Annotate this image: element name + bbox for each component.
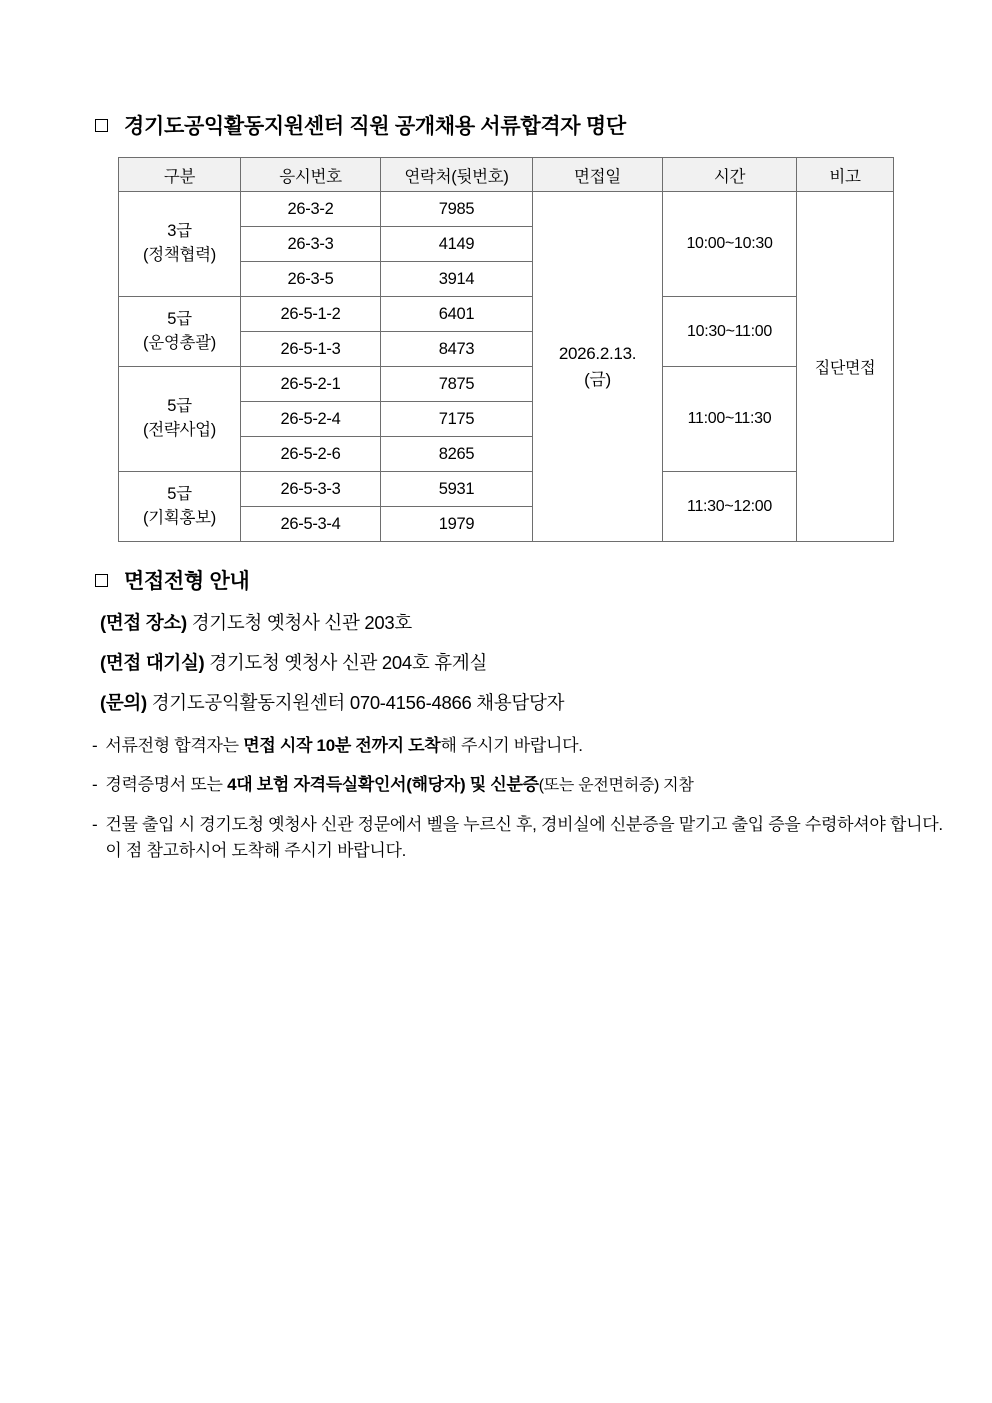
applicant-no: 26-3-2 bbox=[241, 192, 381, 227]
note-part1: 건물 출입 시 경기도청 옛청사 신관 정문에서 벨을 누르신 후, 경비실에 신분증을 맡기고 출입 bbox=[105, 815, 764, 835]
info-line-location bbox=[100, 608, 930, 638]
note-dash: - bbox=[92, 775, 98, 795]
section-title-2: 면접전형 안내 bbox=[124, 570, 250, 593]
phone-last4: 4149 bbox=[381, 227, 533, 262]
time-slot: 10:30~11:00 bbox=[663, 297, 797, 367]
applicant-no: 26-3-5 bbox=[241, 262, 381, 297]
notes-block bbox=[92, 733, 944, 878]
note-item bbox=[92, 733, 944, 759]
applicant-no: 26-5-2-1 bbox=[241, 367, 381, 402]
note-part2: 증을 수령하셔야 합니다. 이 점 참고하시어 도착해 주시기 바랍니다. bbox=[105, 815, 943, 861]
interview-info-block bbox=[100, 608, 930, 728]
applicant-no: 26-5-1-2 bbox=[241, 297, 381, 332]
applicant-no: 26-3-3 bbox=[241, 227, 381, 262]
group-cell: 5급 (전략사업) bbox=[119, 367, 241, 472]
group-cell: 5급 (기획홍보) bbox=[119, 472, 241, 542]
results-table-container bbox=[118, 157, 893, 542]
interview-date-cell: 2026.2.13. (금) bbox=[533, 192, 663, 542]
phone-last4: 7875 bbox=[381, 367, 533, 402]
section-heading-2 bbox=[95, 565, 249, 595]
phone-last4: 1979 bbox=[381, 507, 533, 542]
info-value: 경기도청 옛청사 신관 204호 휴게실 bbox=[209, 651, 488, 673]
note-text bbox=[105, 772, 944, 799]
section-title-1: 경기도공익활동지원센터 직원 공개채용 서류합격자 명단 bbox=[124, 115, 626, 138]
table-row bbox=[119, 297, 894, 332]
section-heading-1 bbox=[95, 110, 626, 140]
info-line-contact bbox=[100, 688, 930, 718]
column-header-group: 구분 bbox=[119, 158, 241, 192]
note-part2: 해 주시기 바랍니다. bbox=[440, 736, 583, 755]
note-text bbox=[105, 812, 944, 865]
column-header-time: 시간 bbox=[663, 158, 797, 192]
column-header-interview-date: 면접일 bbox=[533, 158, 663, 192]
results-table bbox=[118, 157, 894, 542]
time-slot: 10:00~10:30 bbox=[663, 192, 797, 297]
applicant-no: 26-5-3-3 bbox=[241, 472, 381, 507]
group-cell: 5급 (운영총괄) bbox=[119, 297, 241, 367]
column-header-phone: 연락처(뒷번호) bbox=[381, 158, 533, 192]
phone-last4: 8473 bbox=[381, 332, 533, 367]
info-label: (문의) bbox=[100, 691, 147, 713]
column-header-applicant-no: 응시번호 bbox=[241, 158, 381, 192]
note-part1: 서류전형 합격자는 bbox=[105, 736, 244, 755]
time-slot: 11:00~11:30 bbox=[663, 367, 797, 472]
info-value: 경기도청 옛청사 신관 203호 bbox=[191, 612, 412, 633]
table-row bbox=[119, 472, 894, 507]
info-line-waiting-room bbox=[100, 648, 930, 678]
phone-last4: 6401 bbox=[381, 297, 533, 332]
note-item bbox=[92, 772, 944, 799]
note-dash: - bbox=[92, 815, 98, 835]
applicant-no: 26-5-1-3 bbox=[241, 332, 381, 367]
note-bold: 4대 보험 자격득실확인서(해당자) 및 신분증 bbox=[227, 775, 539, 795]
note-part2: (또는 운전면허증) 지참 bbox=[538, 777, 694, 795]
phone-last4: 3914 bbox=[381, 262, 533, 297]
note-text bbox=[105, 733, 944, 759]
table-header-row bbox=[119, 158, 894, 192]
group-cell: 3급 (정책협력) bbox=[119, 192, 241, 297]
phone-last4: 5931 bbox=[381, 472, 533, 507]
applicant-no: 26-5-2-4 bbox=[241, 402, 381, 437]
info-value: 경기도공익활동지원센터 070-4156-4866 채용담당자 bbox=[151, 691, 565, 713]
column-header-note: 비고 bbox=[797, 158, 894, 192]
note-cell: 집단면접 bbox=[797, 192, 894, 542]
note-bold: 면접 시작 10분 전까지 도착 bbox=[243, 736, 441, 755]
phone-last4: 7175 bbox=[381, 402, 533, 437]
info-label: (면접 대기실) bbox=[100, 651, 205, 673]
note-item bbox=[92, 812, 944, 865]
applicant-no: 26-5-3-4 bbox=[241, 507, 381, 542]
square-bullet-icon bbox=[95, 119, 108, 132]
applicant-no: 26-5-2-6 bbox=[241, 437, 381, 472]
table-row bbox=[119, 367, 894, 402]
time-slot: 11:30~12:00 bbox=[663, 472, 797, 542]
phone-last4: 8265 bbox=[381, 437, 533, 472]
note-part1: 경력증명서 또는 bbox=[105, 775, 228, 795]
table-row bbox=[119, 192, 894, 227]
info-label: (면접 장소) bbox=[100, 612, 187, 633]
note-dash: - bbox=[92, 736, 98, 755]
phone-last4: 7985 bbox=[381, 192, 533, 227]
square-bullet-icon bbox=[95, 574, 108, 587]
